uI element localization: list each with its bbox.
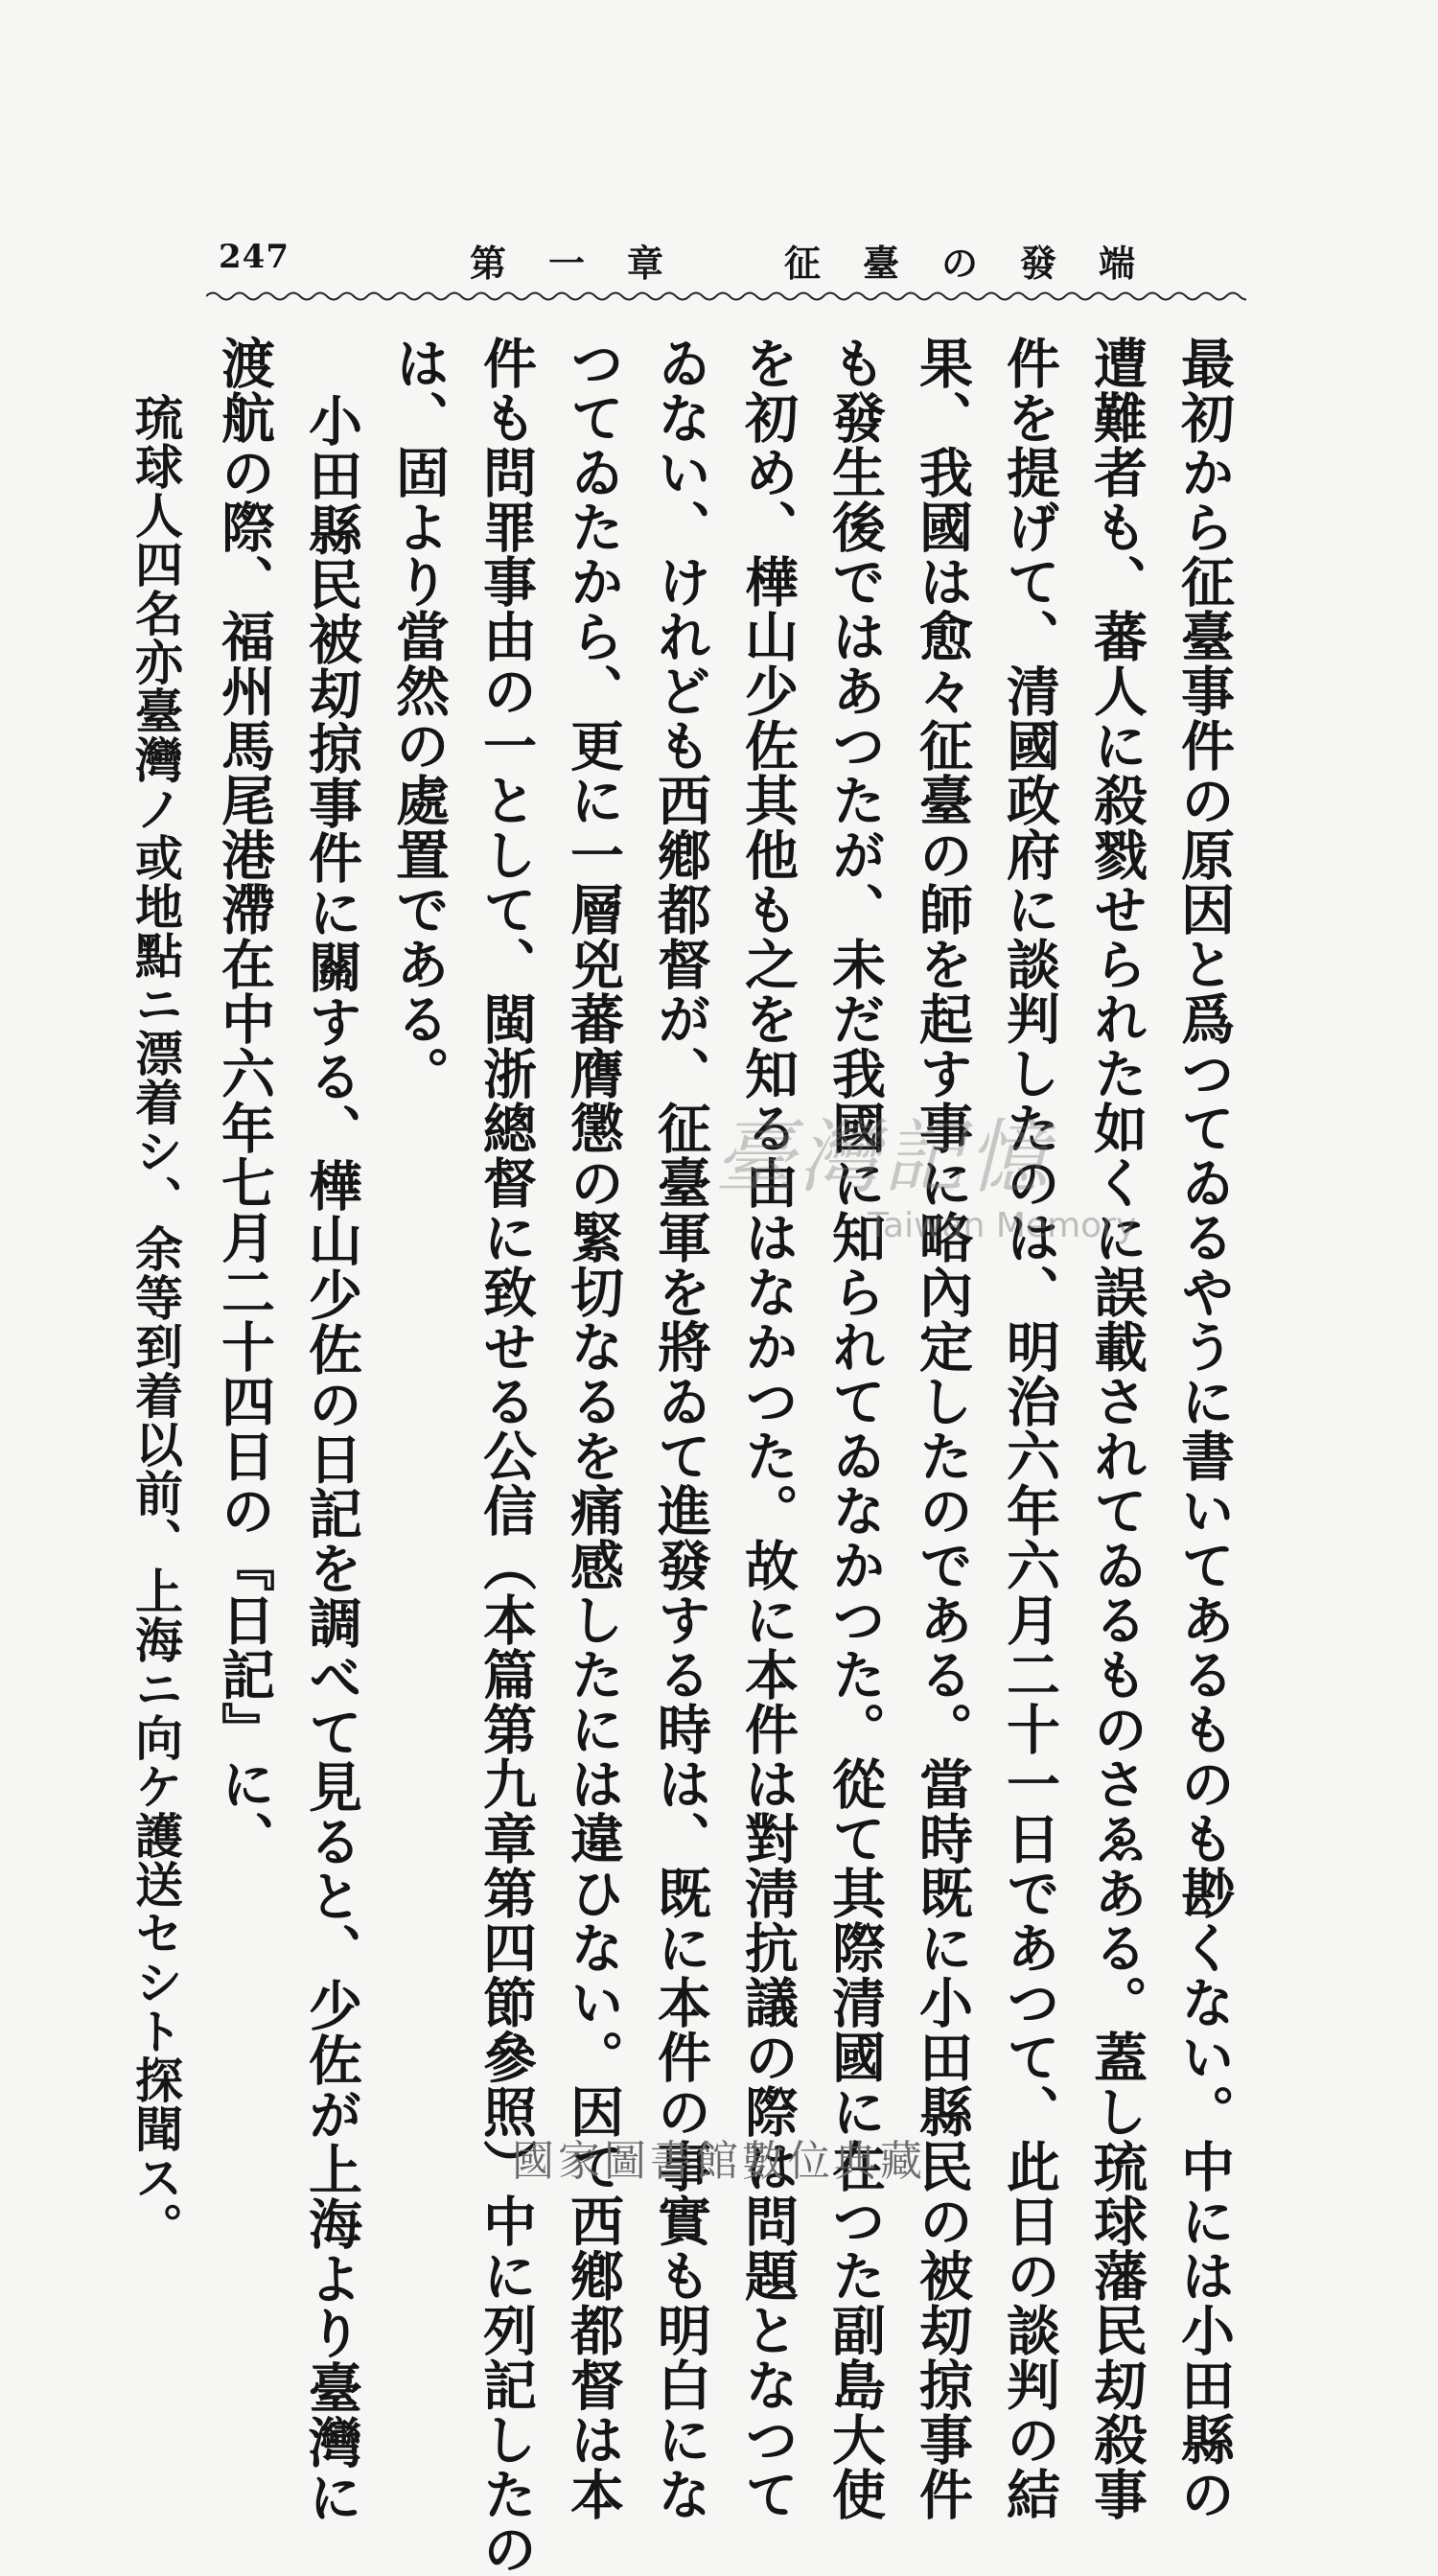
- library-credit: 國家圖書館數位典藏: [512, 2137, 926, 2186]
- running-title: 第一章 征臺の發端: [470, 242, 1178, 285]
- body-column-11: 小田縣民被刧掠事件に關する、樺山少佐の日記を調べて見ると、少佐が上海より臺灣に: [300, 393, 363, 2524]
- watermark-en-text: Taiwan Memory: [868, 1206, 1137, 1245]
- body-column-4: 果、我國は愈々征臺の師を起す事に略內定したのである。當時既に小田縣民の被刧掠事件: [911, 336, 974, 2521]
- body-column-1: 最初から征臺事件の原因と爲つてゐるやうに書いてあるものも尠くない。中には小田縣の: [1172, 336, 1236, 2521]
- body-column-12: 渡航の際、福州馬尾港滯在中六年七月二十四日の『日記』に、: [213, 336, 276, 1866]
- body-column-2: 遭難者も、蕃人に殺戮せられた如くに誤載されてゐるものさゑある。蓋し琉球藩民刧殺事: [1085, 336, 1148, 2521]
- body-column-7: ゐない、けれども西鄕都督が、征臺軍を將ゐて進發する時は、既に本件の事實も明白にな: [649, 336, 712, 2521]
- body-column-13-quote: 琉球人四名亦臺灣ノ或地點ニ漂着シ、余等到着以前、上海ニ向ケ護送セシト探聞ス。: [128, 393, 184, 2251]
- body-column-5: も發生後ではあつたが、未だ我國に知られてゐなかつた。從て其際清國に在つた副島大使: [823, 336, 887, 2521]
- header-wavy-rule: [206, 288, 1246, 305]
- watermark-cjk-text: 臺灣記憶: [714, 1110, 1053, 1204]
- body-column-8: つてゐたから、更に一層兇蕃膺懲の緊切なるを痛感したには違ひない。因て西鄕都督は本: [562, 336, 625, 2521]
- body-column-10: は、固より當然の處置である。: [387, 336, 451, 1101]
- page-number: 247: [219, 238, 290, 276]
- body-column-3: 件を提げて、清國政府に談判したのは、明治六年六月二十一日であつて、此日の談判の結: [998, 336, 1061, 2521]
- body-column-6: を初め、樺山少佐其他も之を知る由はなかつた。故に本件は對淸抗議の際は問題となつて: [736, 336, 800, 2521]
- body-column-9: 件も問罪事由の一として、閩浙總督に致せる公信（本篇第九章第四節參照）中に列記したの: [475, 336, 538, 2576]
